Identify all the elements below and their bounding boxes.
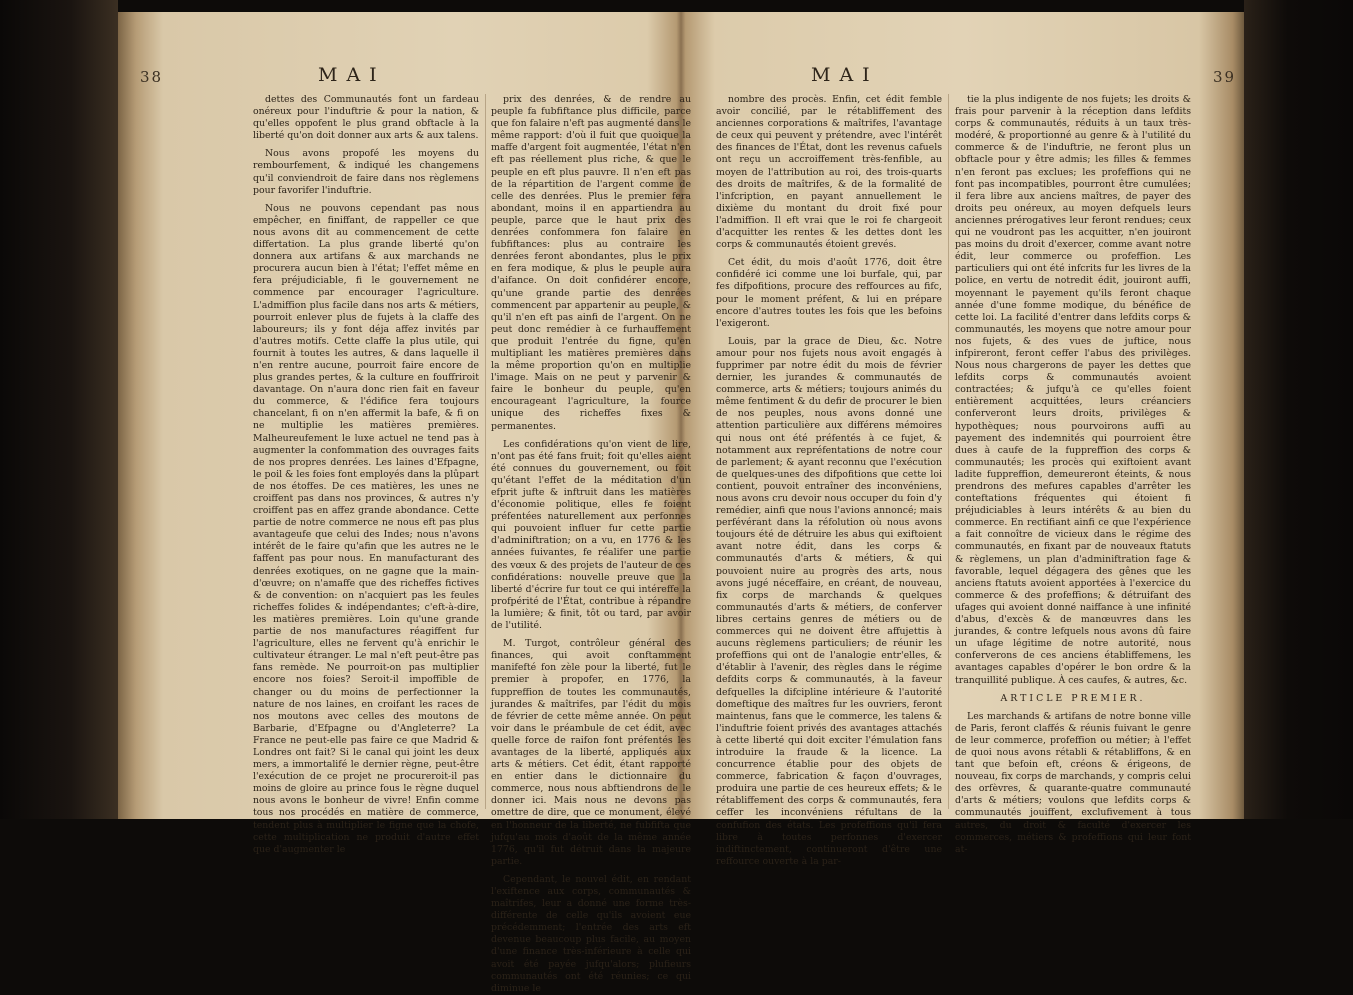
running-header: MAI — [811, 64, 879, 86]
right-page — [681, 12, 1244, 867]
scan-left-border — [0, 0, 118, 819]
running-header: MAI — [318, 64, 386, 86]
paragraph: Les confidérations qu'on vient de lire, n'ont pas été fans fruit; foit qu'elles aient été connues du gouvernement, ou foit qu'étant l'effet de la méditation d'un efprit jufte & inftruit dans les matières d'économie politique, elles fe foient préfentées naturellement aux perfonnes qui pouvoient influer fur cette partie d'adminiftration; on a vu, en 1776 & les années fuivantes, fe réalifer une partie des vœux & des projets de l'auteur de ces confidérations: nouvelle preuve que la liberté d'écrire fur tout ce qui intéreffe la profpérité de l'État, contribue à répandre la lumière; & finit, tôt ou tard, par avoir de l'utilité. — [491, 438, 691, 632]
left-column-1 — [253, 94, 479, 855]
paragraph: Les marchands & artifans de notre bonne ville de Paris, feront claffés & réunis fuivant le genre de leur commerce, profeffion ou métier; à l'effet de quoi nous avons rétabli & rétabliffons, & en tant que befoin eft, créons & érigeons, de nouveau, fix corps de marchands, y compris celui des orfèvres, & quarante-quatre communauté d'arts & métiers; voulons que lefdits corps & communautés jouiffent, exclufivement à tous autres, du droit & faculté d'exercer les commerces, métiers & profeffions qui leur font at- — [955, 710, 1191, 855]
article-title: ARTICLE PREMIER. — [1000, 692, 1146, 704]
left-column-2 — [491, 94, 691, 994]
paragraph: Cet édit, du mois d'août 1776, doit être confidéré ici comme une loi burfale, qui, par fes difpofitions, procure des reffources au fifc, pour le moment préfent, & lui en prépare encore d'autres toutes les fois que les befoins l'exigeront. — [716, 257, 942, 329]
paragraph: Nous avons propofé les moyens du rembourfement, & indiqué les changemens qu'il conviendroit de faire dans nos règlemens pour favorifer l'induftrie. — [253, 148, 479, 196]
right-column-1 — [716, 94, 942, 867]
right-column-2-body — [955, 94, 1191, 687]
column-rule — [948, 94, 949, 809]
right-column-2 — [955, 94, 1191, 855]
paragraph: M. Turgot, contrôleur général des finances, qui avoit conftamment manifefté fon zèle pour la liberté, fut le premier à propofer, en 1776, la fuppreffion de toutes les communautés, jurandes & maîtrifes, par l'édit du mois de février de cette même année. On peut voir dans le préambule de cet édit, avec quelle force de raifon font préfentés les avantages de la liberté, appliqués aux arts & métiers. Cet édit, étant rapporté en entier dans le dictionnaire du commerce, nous nous abftiendrons de le donner ici. Mais nous ne devons pas omettre de dire, que ce monument, élevé en l'honneur de la liberté, ne fubfifta que jufqu'au mois d'août de la même année 1776, qu'il fut détruit dans la majeure partie. — [491, 638, 691, 867]
paragraph: Louis, par la grace de Dieu, &c. Notre amour pour nos fujets nous avoit engagés à fupprimer par notre édit du mois de février dernier, les jurandes & communautés de commerce, arts & métiers; toujours animés du même fentiment & du defir de procurer le bien de nos peuples, nous avons donné une attention particulière aux différens mémoires qui nous ont été préfentés à ce fujet, & notamment aux repréfentations de notre cour de parlement; & ayant reconnu que l'exécution de quelques-unes des difpofitions que cette loi contient, pouvoit entraîner des inconvéniens, nous avons cru devoir nous occuper du foin d'y remédier, ainfi que nous l'avions annoncé; mais perfévérant dans la réfolution où nous avons toujours été de détruire les abus qui exiftoient avant notre édit, dans les corps & communautés d'arts & métiers, & qui pouvoient nuire au progrès des arts, nous avons jugé néceffaire, en créant, de nouveau, fix corps de marchands & quelques communautés d'arts & métiers, de conferver libres certains genres de métiers ou de commerces qui ne doivent être affujettis à aucuns règlemens particuliers; de réunir les profeffions qui ont de l'analogie entr'elles, & d'établir à l'avenir, des règles dans le régime defdits corps & communautés, à la faveur defquelles la difcipline intérieure & l'autorité domeftique des maîtres fur les ouvriers, feront maintenus, fans que le commerce, les talens & l'induftrie foient privés des avantages attachés à cette liberté qui doit exciter l'émulation fans introduire la fraude & la licence. La concurrence établie pour des objets de commerce, fabrication & façon d'ouvrages, produira une partie de ces heureux effets; & le rétabliffement des corps & communautés, fera ceffer les inconvéniens réfultans de la confufion des états. Les profeffions qu'il fera libre à toutes perfonnes d'exercer indiftinctement, continueront d'être une reffource ouverte à la par- — [716, 335, 942, 867]
column-rule — [485, 94, 486, 809]
paragraph: prix des denrées, & de rendre au peuple fa fubfiftance plus difficile, parce que fon falaire n'eft pas augmenté dans le même rapport: d'où il fuit que quoique la maffe d'argent foit augmentée, l'état n'en eft pas réellement plus riche, & que le peuple en eft plus pauvre. Il n'en eft pas de la répartition de l'argent comme de celle des denrées. Plus le premier fera abondant, moins il en appartiendra au peuple, parce que le haut prix des denrées confommera fon falaire en fubfiftances: plus au contraire les denrées feront abondantes, plus le prix en fera modique, & plus le peuple aura d'aifance. On doit confidérer encore, qu'une grande partie des denrées commencent par appartenir au peuple, & qu'il n'en eft pas ainfi de l'argent. On ne peut donc remédier à ce furhauffement que produit l'entrée du figne, qu'en multipliant les matières premières dans la même proportion qu'on en multiplie l'image. Mais on ne peut y parvenir & faire le bonheur du peuple, qu'en encourageant l'agriculture, la fource unique des richeffes fixes & permanentes. — [491, 94, 691, 432]
right-column-2-article — [955, 711, 1191, 856]
scan-right-border — [1244, 0, 1353, 819]
paragraph: dettes des Communautés font un fardeau onéreux pour l'induftrie & pour la nation, & qu'elles oppofent le plus grand obftacle à la liberté qu'on doit donner aux arts & aux talens. — [253, 94, 479, 142]
paragraph: Cependant, le nouvel édit, en rendant l'exiftence aux corps, communautés & maîtrifes, leur a donné une forme très-différente de celle qu'ils avoient eue précédemment; l'entrée des arts eft devenue beaucoup plus facile, au moyen d'une finance très-inférieure à celle qui avoit été payée jufqu'alors; plufieurs communautés ont été réunies; ce qui diminue le — [491, 873, 691, 994]
paragraph: nombre des procès. Enfin, cet édit femble avoir concilié, par le rétabliffement des anciennes corporations & maîtrifes, l'avantage de ceux qui peuvent y prétendre, avec l'intérêt des finances de l'État, dont les revenus cafuels ont reçu un accroiffement très-fenfible, au moyen de l'attribution au roi, des trois-quarts des droits de maîtrifes, & de la formalité de l'infcription, en payant annuellement le dixième du montant du droit fixé pour l'admiffion. Il eft vrai que le roi fe chargeoit d'acquitter les rentes & les dettes dont les corps & communautés étoient grevés. — [716, 94, 942, 251]
page-number: 38 — [140, 68, 164, 86]
paragraph: tie la plus indigente de nos fujets; les droits & frais pour parvenir à la réception dans lefdits corps & communautés, réduits à un taux très-modéré, & proportionné au genre & à l'utilité du commerce & de l'induftrie, ne feront plus un obftacle pour y être admis; les filles & femmes n'en feront pas exclues; les profeffions qui ne font pas incompatibles, pourront être cumulées; il fera libre aux anciens maîtres, de payer des droits peu onéreux, au moyen defquels leurs anciennes prérogatives leur feront rendues; ceux qui ne voudront pas les acquitter, n'en jouiront pas moins du droit d'exercer, comme avant notre édit, leur commerce ou profeffion. Les particuliers qui ont été infcrits fur les livres de la police, en vertu de notredit édit, jouiront auffi, moyennant le payement qu'ils feront chaque année d'une fomme modique, du bénéfice de cette loi. La facilité d'entrer dans lefdits corps & communautés, les moyens que notre amour pour nos fujets, & des vues de juftice, nous infpireront, feront ceffer l'abus des privilèges. Nous nous chargerons de payer les dettes que lefdits corps & communautés avoient contractées; & jufqu'à ce qu'elles foient entièrement acquittées, leurs créanciers conferveront leurs droits, privilèges & hypothèques; nous pourvoirons auffi au payement des indemnités qui pourroient être dues à caufe de la fuppreffion des corps & communautés; les procès qui exiftoient avant ladite fuppreffion, demeureront éteints, & nous prendrons des mefures capables d'arrêter les conteftations fréquentes qui étoient fi préjudiciables à leurs intérêts & au bien du commerce. En rectifiant ainfi ce que l'expérience a fait connoître de vicieux dans le régime des communautés, en fixant par de nouveaux ftatuts & règlemens, un plan d'adminiftration fage & favorable, lequel dégagera des gênes que les anciens ftatuts avoient apportées à l'exercice du commerce & des profeffions; & détruifant des ufages qui avoient donné naiffance à une infinité d'abus, d'excès & de manœuvres dans les jurandes, & contre lefquels nous avons dû faire un ufage légitime de notre autorité, nous conferverons de ces anciens établiffemens, les avantages capables d'opérer le bon ordre & la tranquillité publique. À ces caufes, & autres, &c. — [955, 94, 1191, 686]
left-page — [118, 12, 691, 994]
page-number: 39 — [1213, 68, 1237, 86]
paragraph: Nous ne pouvons cependant pas nous empêcher, en finiffant, de rappeller ce que nous avons dit au commencement de cette differtation. La plus grande liberté qu'on donnera aux artifans & aux marchands ne procurera aucun bien à l'état; l'effet même en fera préjudiciable, fi le gouvernement ne commence par encourager l'agriculture. L'admiffion plus facile dans nos arts & métiers, pourroit enlever plus de fujets à la claffe des laboureurs; ils y font déja affez invités par d'autres motifs. Cette claffe la plus utile, qui fournit à toutes les autres, & dans laquelle il n'en rentre aucune, pourroit faire encore de plus grandes pertes, & la culture en fouffriroit davantage. On n'aura donc rien fait en faveur du commerce, & l'édifice fera toujours chancelant, fi on n'en affermit la bafe, & fi on ne multiplie les matières premières. Malheureufement le luxe actuel ne tend pas à augmenter la confommation des ouvrages faits de nos propres denrées. Les laines d'Efpagne, le poil & les foies font employés dans la plûpart de nos étoffes. De ces matières, les unes ne croiffent pas dans nos provinces, & autres n'y croiffent pas en affez grande abondance. Cette partie de notre commerce ne nous eft pas plus avantageufe que celui des Indes; nous n'avons intérêt de le faire qu'afin que les autres ne le faffent pas pour nous. En manufacturant des denrées exotiques, on ne gagne que la main-d'œuvre; on n'amaffe que des richeffes fictives & de convention: on n'acquiert pas les feules richeffes folides & indépendantes; c'eft-à-dire, les matières premières. Loin qu'une grande partie de nos manufactures réagiffent fur l'agriculture, elles ne fervent qu'à enrichir le cultivateur étranger. Le mal n'eft peut-être pas fans remède. Ne pourroit-on pas multiplier encore nos foies? Seroit-il impoffible de changer ou du moins de perfectionner la nature de nos laines, en croifant les races de nos moutons avec celles des moutons de Barbarie, d'Efpagne ou d'Angleterre? La France ne peut-elle pas faire ce que Madrid & Londres ont fait? Si le canal qui joint les deux mers, a immortalifé le dernier règne, peut-être l'exécution de ce projet ne procureroit-il pas moins de gloire au prince fous le règne duquel nous avons le bonheur de vivre! Enfin comme tous nos procédés en matière de commerce, tendent plus à multiplier le figne que la chofe, cette multiplication ne produit d'autre effet que d'augmenter le — [253, 202, 479, 855]
book-spread — [118, 12, 1244, 994]
